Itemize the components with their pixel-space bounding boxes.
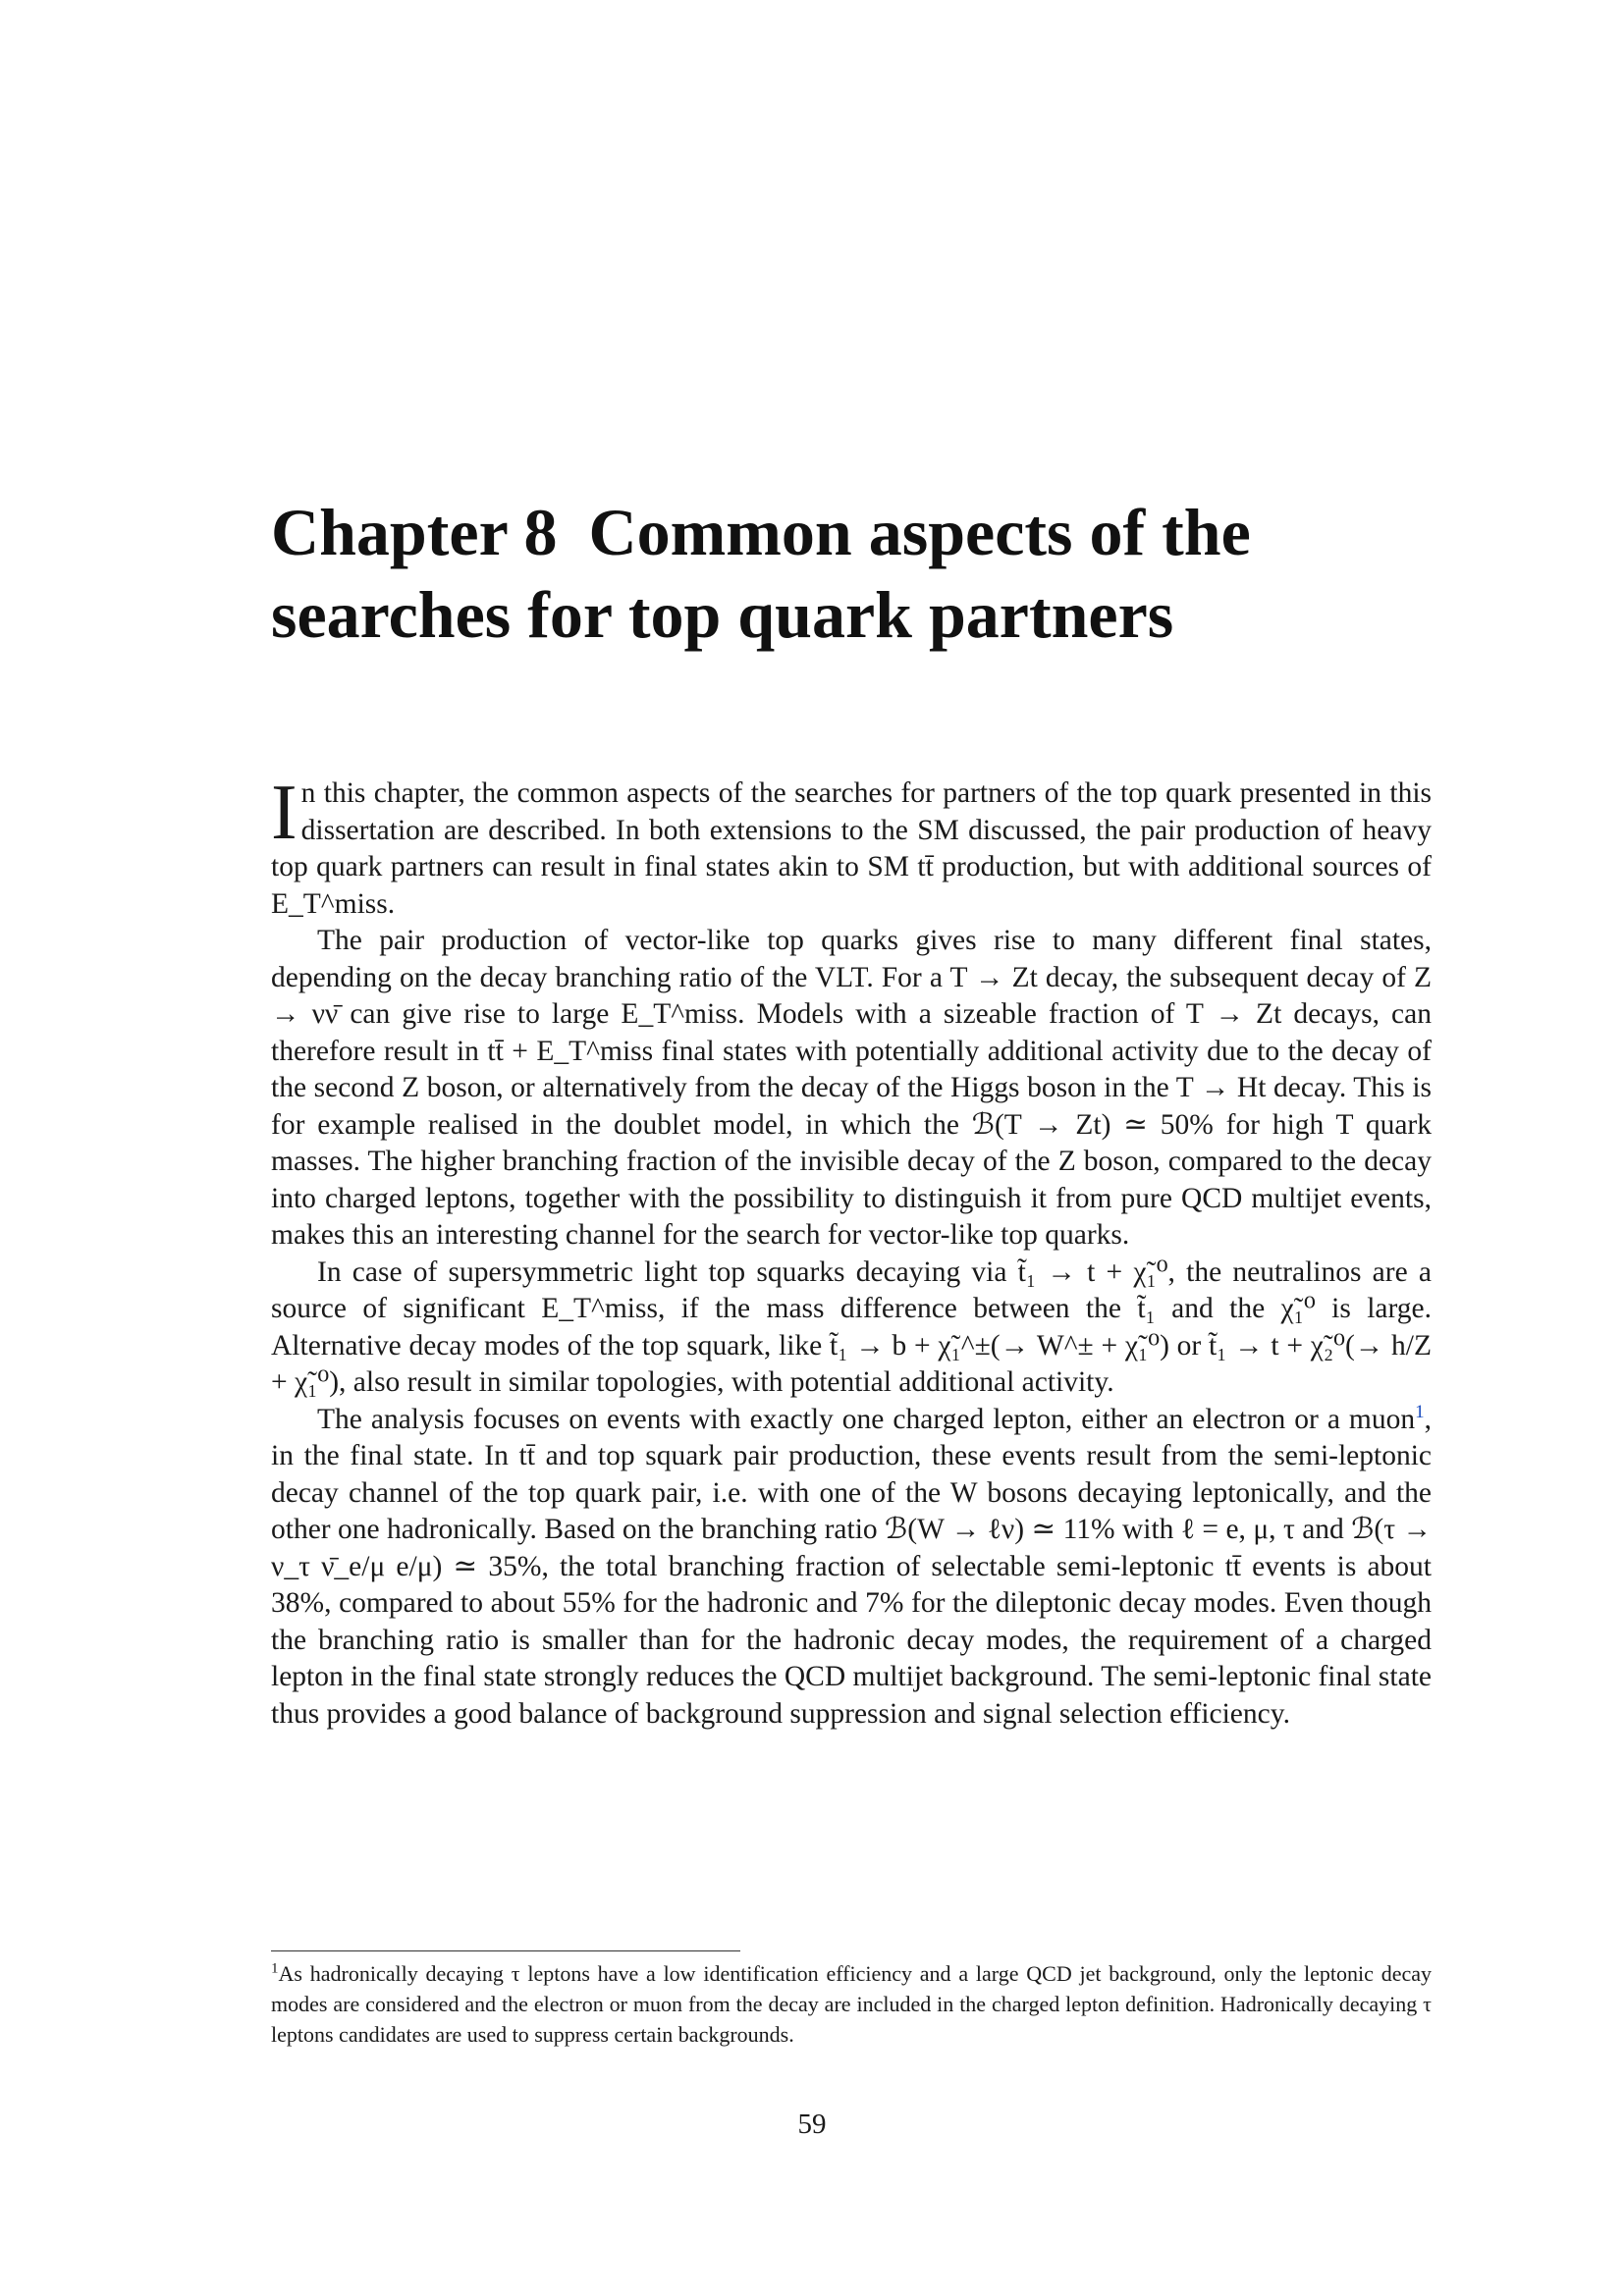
chapter-title (271, 491, 1449, 656)
body-text (271, 770, 1432, 1733)
footnote-divider (271, 1950, 740, 1951)
chapter-number: Chapter 8 (271, 495, 558, 569)
paragraph-susy: In case of supersymmetric light top squarks decaying via t̃₁ → t + χ̃₁⁰, the neutralinos are a source of significant E_T^miss, if the mass difference between the t̃₁ and the χ̃₁⁰ is large. Alternative decay modes of the top squark, like t̃₁ → b + χ̃₁^±(→ W^± + χ̃₁⁰) or t̃₁ → t + χ̃₂⁰(→ h/Z + χ̃₁⁰), also result in similar topologies, with potential additional activity. (271, 1255, 1432, 1398)
footnote-text: As hadronically decaying τ leptons have a low identification efficiency and a large QCD jet background, only the leptonic decay modes are considered and the electron or muon from the decay are included in the charged lepton definition. Hadronically decaying τ leptons candidates are used to suppress certain backgrounds. (271, 1961, 1432, 2047)
footnote-mark: 1 (271, 1960, 279, 1977)
chapter-title-line1: Common aspects of the (588, 495, 1251, 569)
paragraph-vlt: The pair production of vector-like top quarks gives rise to many different final states, depending on the decay branching ratio of the VLT. For a T → Zt decay, the subsequent decay of Z → νν̄ can give rise to large E_T^miss. Models with a sizeable fraction of T → Zt decays, can therefore result in tt̄ + E_T^miss final states with potentially additional activity due to the decay of the second Z boson, or alternatively from the decay of the Higgs boson in the T → Ht decay. This is for example realised in the doublet model, in which the ℬ(T → Zt) ≃ 50% for high T quark masses. The higher branching fraction of the invisible decay of the Z boson, compared to the decay into charged leptons, together with the possibility to distinguish it from pure QCD multijet events, makes this an interesting channel for the search for vector-like top quarks. (271, 925, 1432, 1251)
paragraph-intro (271, 770, 1432, 923)
paragraph-analysis-text-a: The analysis focuses on events with exactly one charged lepton, either an electron or a muon (317, 1403, 1416, 1435)
chapter-title-line2: searches for top quark partners (271, 577, 1174, 652)
footnote (271, 1958, 1432, 2050)
paragraph-analysis (271, 1402, 1432, 1734)
page-number: 59 (797, 2109, 827, 2140)
drop-cap: I (271, 770, 298, 856)
paragraph-analysis-text-b: , in the final state. In tt̄ and top squark pair production, these events result from the semi-leptonic decay channel of the top quark pair, i.e. with one of the W bosons decaying leptonically, and the other one hadronically. Based on the branching ratio ℬ(W → ℓν) ≃ 11% with ℓ = e, μ, τ and ℬ(τ → ν_τ ν̄_e/μ e/μ) ≃ 35%, the total branching fraction of selectable semi-leptonic tt̄ events is about 38%, compared to about 55% for the hadronic and 7% for the dileptonic decay modes. Even though the branching ratio is smaller than for the hadronic decay modes, the requirement of a charged lepton in the final state strongly reduces the QCD multijet background. The semi-leptonic final state thus provides a good balance of background suppression and signal selection efficiency. (271, 1403, 1432, 1730)
paragraph-intro-text: n this chapter, the common aspects of the searches for partners of the top quark presented in this dissertation are described. In both extensions to the SM discussed, the pair production of heavy top quark partners can result in final states akin to SM tt̄ production, but with additional sources of E_T^miss. (271, 777, 1432, 920)
footnote-reference-link[interactable]: 1 (1415, 1401, 1425, 1422)
